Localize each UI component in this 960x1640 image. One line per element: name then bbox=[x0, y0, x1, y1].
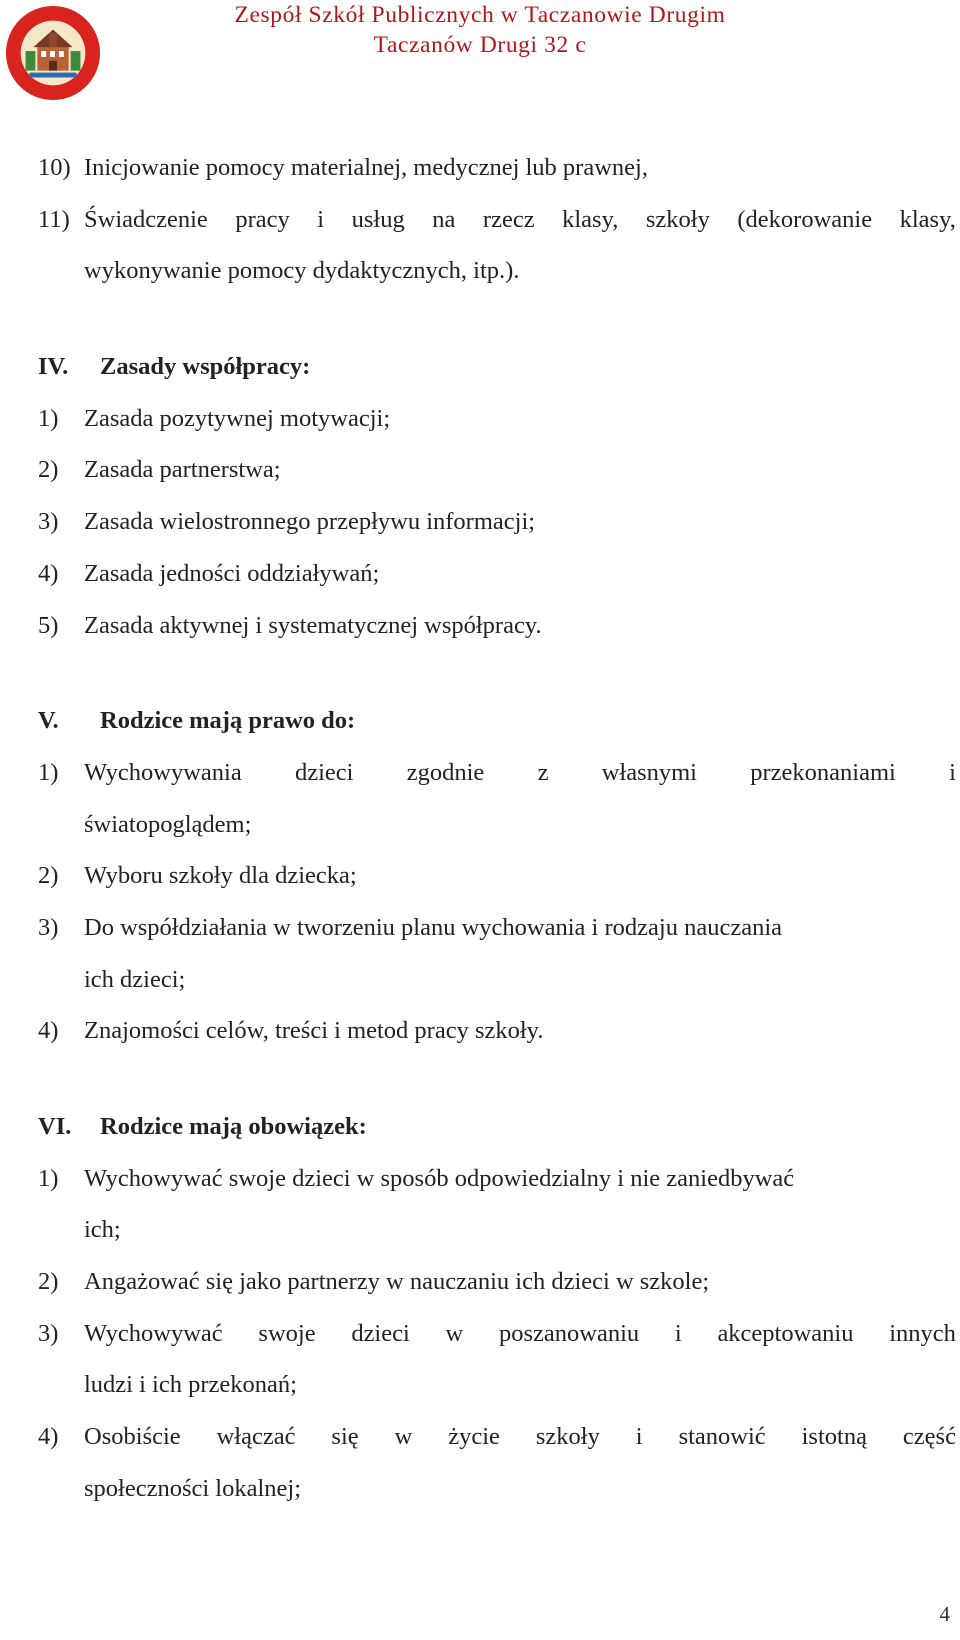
word: pracy bbox=[235, 205, 290, 233]
item-number: 5) bbox=[38, 611, 59, 639]
school-header-text bbox=[120, 0, 840, 60]
word: szkoły bbox=[645, 205, 710, 233]
word: klasy, bbox=[899, 205, 956, 233]
word: i bbox=[317, 205, 325, 233]
word: akceptowaniu bbox=[717, 1319, 854, 1347]
item-text: Zasada partnerstwa; bbox=[84, 456, 281, 484]
item-text bbox=[84, 194, 956, 246]
word: innych bbox=[889, 1319, 956, 1347]
item-number: 2) bbox=[38, 1268, 59, 1296]
section-number: IV. bbox=[38, 353, 69, 381]
word: poszanowaniu bbox=[498, 1319, 640, 1347]
item-number: 4) bbox=[38, 1017, 59, 1045]
list-item bbox=[38, 142, 956, 194]
word: szkoły bbox=[535, 1423, 600, 1451]
word: część bbox=[902, 1423, 956, 1451]
word: rzecz bbox=[482, 205, 535, 233]
list-item bbox=[38, 393, 956, 445]
word: istotną bbox=[801, 1423, 867, 1451]
item-text: Do współdziałania w tworzeniu planu wychowania i rodzaju nauczania bbox=[84, 913, 782, 941]
section-number: V. bbox=[38, 707, 59, 735]
list-item bbox=[38, 1256, 956, 1308]
section-heading bbox=[38, 341, 956, 393]
item-text: ich dzieci; bbox=[84, 965, 186, 993]
word: Świadczenie bbox=[84, 205, 208, 233]
item-text bbox=[84, 1411, 956, 1463]
word: i bbox=[635, 1423, 643, 1451]
item-text: Zasada wielostronnego przepływu informacji; bbox=[84, 508, 536, 536]
item-text: Zasada aktywnej i systematycznej współpracy. bbox=[84, 611, 542, 639]
item-text: społeczności lokalnej; bbox=[84, 1474, 302, 1502]
item-text: Wychowywać swoje dzieci w sposób odpowiedzialny i nie zaniedbywać bbox=[84, 1164, 795, 1192]
list-item bbox=[38, 496, 956, 548]
word: (dekorowanie bbox=[737, 205, 873, 233]
item-text: Zasada jedności oddziaływań; bbox=[84, 559, 380, 587]
word: Wychowywania bbox=[84, 758, 242, 786]
section-title: Rodzice mają obowiązek: bbox=[100, 1113, 367, 1140]
item-text: ludzi i ich przekonań; bbox=[84, 1371, 297, 1399]
list-item bbox=[38, 902, 956, 954]
list-item-continuation bbox=[38, 1463, 956, 1515]
item-text: Znajomości celów, treści i metod pracy szkoły. bbox=[84, 1017, 544, 1045]
list-item-continuation bbox=[38, 245, 956, 297]
section-heading bbox=[38, 1101, 956, 1153]
list-item bbox=[38, 194, 956, 246]
item-text: światopoglądem; bbox=[84, 810, 252, 838]
word: w bbox=[445, 1319, 464, 1347]
list-item-continuation bbox=[38, 1359, 956, 1411]
word: włączać bbox=[216, 1423, 296, 1451]
section-title: Zasady współpracy: bbox=[100, 353, 311, 381]
word: na bbox=[432, 205, 456, 233]
word: z bbox=[537, 758, 549, 786]
item-text: wykonywanie pomocy dydaktycznych, itp.). bbox=[84, 257, 520, 285]
word: przekonaniami bbox=[750, 758, 896, 786]
item-number: 11) bbox=[38, 205, 70, 233]
list-item bbox=[38, 1005, 956, 1057]
item-text bbox=[84, 747, 956, 799]
school-name: Zespół Szkół Publicznych w Taczanowie Drugim bbox=[234, 2, 726, 28]
word: się bbox=[331, 1423, 359, 1451]
word: i bbox=[674, 1319, 682, 1347]
word: Wychowywać bbox=[84, 1319, 223, 1347]
section-heading bbox=[38, 695, 956, 747]
item-number: 1) bbox=[38, 758, 59, 786]
list-item bbox=[38, 1153, 956, 1205]
word: i bbox=[949, 758, 956, 786]
school-logo-icon bbox=[4, 4, 102, 102]
item-number: 3) bbox=[38, 913, 59, 941]
item-text: Zasada pozytywnej motywacji; bbox=[84, 404, 391, 432]
word: usług bbox=[351, 205, 405, 233]
item-number: 1) bbox=[38, 404, 59, 432]
item-number: 2) bbox=[38, 862, 59, 890]
item-number: 1) bbox=[38, 1164, 59, 1192]
list-item bbox=[38, 600, 956, 652]
item-text: Wyboru szkoły dla dziecka; bbox=[84, 862, 357, 890]
page-header bbox=[0, 0, 960, 100]
item-number: 3) bbox=[38, 508, 59, 536]
item-text: Inicjowanie pomocy materialnej, medycznej lub prawnej, bbox=[84, 154, 648, 181]
word: w bbox=[394, 1423, 413, 1451]
list-item bbox=[38, 444, 956, 496]
item-number: 2) bbox=[38, 456, 59, 484]
word: życie bbox=[448, 1423, 500, 1451]
item-number: 4) bbox=[38, 559, 59, 587]
item-text: ich; bbox=[84, 1216, 121, 1244]
item-number: 3) bbox=[38, 1319, 59, 1347]
document-body bbox=[38, 142, 956, 1515]
page-number: 4 bbox=[939, 1602, 950, 1626]
item-number: 10) bbox=[38, 154, 71, 181]
word: Osobiście bbox=[84, 1423, 181, 1451]
item-text: Angażować się jako partnerzy w nauczaniu ich dzieci w szkole; bbox=[84, 1268, 710, 1296]
word: zgodnie bbox=[406, 758, 485, 786]
word: swoje bbox=[258, 1319, 316, 1347]
list-item bbox=[38, 747, 956, 799]
school-address: Taczanów Drugi 32 c bbox=[373, 32, 587, 58]
list-item-continuation bbox=[38, 954, 956, 1006]
word: klasy, bbox=[562, 205, 619, 233]
list-item bbox=[38, 850, 956, 902]
list-item bbox=[38, 1411, 956, 1463]
list-item bbox=[38, 548, 956, 600]
section-number: VI. bbox=[38, 1113, 72, 1140]
list-item-continuation bbox=[38, 799, 956, 851]
list-item-continuation bbox=[38, 1204, 956, 1256]
item-number: 4) bbox=[38, 1423, 59, 1451]
word: własnymi bbox=[601, 758, 697, 786]
item-text bbox=[84, 1308, 956, 1360]
list-item bbox=[38, 1308, 956, 1360]
word: stanowić bbox=[678, 1423, 766, 1451]
word: dzieci bbox=[351, 1319, 410, 1347]
section-title: Rodzice mają prawo do: bbox=[100, 707, 356, 735]
word: dzieci bbox=[294, 758, 354, 786]
